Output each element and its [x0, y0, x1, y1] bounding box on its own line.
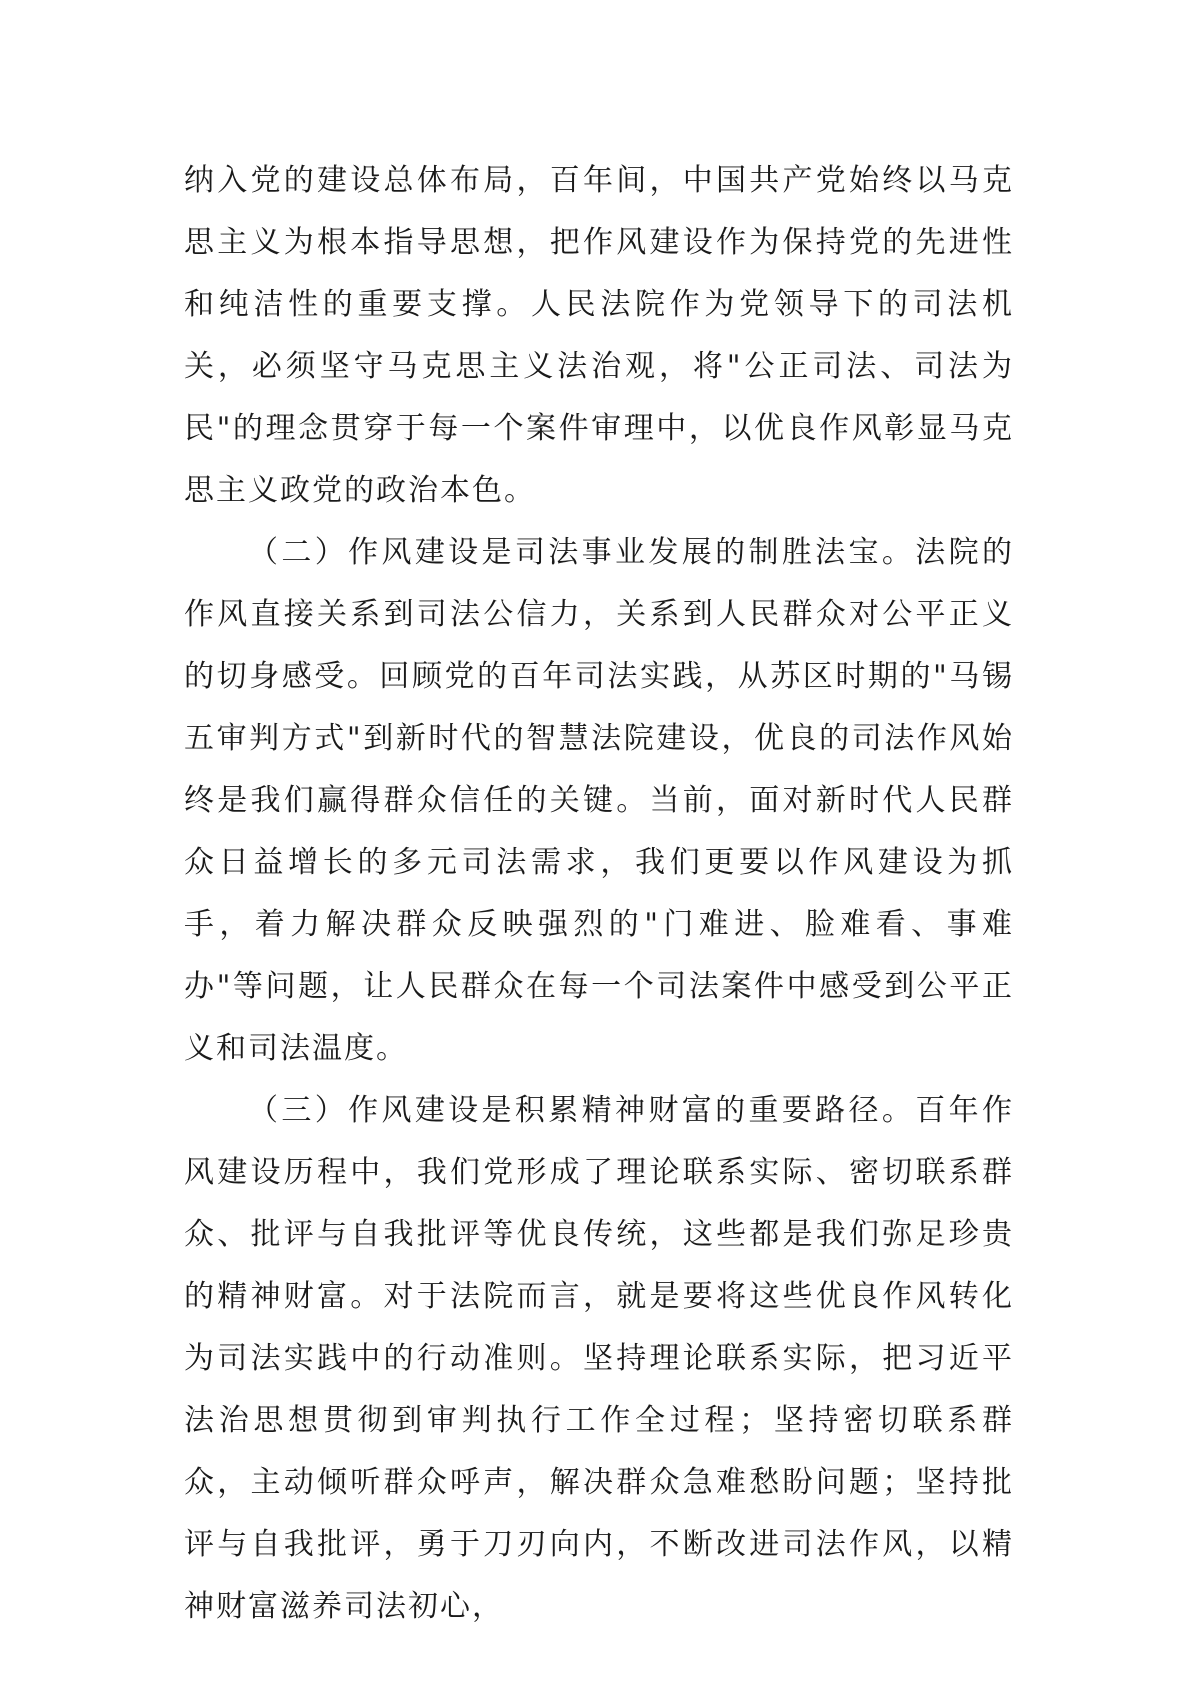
paragraph-section-two: （二）作风建设是司法事业发展的制胜法宝。法院的作风直接关系到司法公信力，关系到人民群众对公平正义的切身感受。回顾党的百年司法实践，从苏区时期的"马锡五审判方式"到新时代的智慧法院建设，优良的司法作风始终是我们赢得群众信任的关键。当前，面对新时代人民群众日益增长的多元司法需求，我们更要以作风建设为抓手，着力解决群众反映强烈的"门难进、脸难看、事难办"等问题，让人民群众在每一个司法案件中感受到公平正义和司法温度。	[184, 535, 1014, 1066]
document-body	[184, 150, 1014, 1638]
paragraph-section-three: （三）作风建设是积累精神财富的重要路径。百年作风建设历程中，我们党形成了理论联系实际、密切联系群众、批评与自我批评等优良传统，这些都是我们弥足珍贵的精神财富。对于法院而言，就是要将这些优良作风转化为司法实践中的行动准则。坚持理论联系实际，把习近平法治思想贯彻到审判执行工作全过程；坚持密切联系群众，主动倾听群众呼声，解决群众急难愁盼问题；坚持批评与自我批评，勇于刀刃向内，不断改进司法作风，以精神财富滋养司法初心，	[184, 1093, 1014, 1624]
paragraph-continuation: 纳入党的建设总体布局，百年间，中国共产党始终以马克思主义为根本指导思想，把作风建设作为保持党的先进性和纯洁性的重要支撑。人民法院作为党领导下的司法机关，必须坚守马克思主义法治观，将"公正司法、司法为民"的理念贯穿于每一个案件审理中，以优良作风彰显马克思主义政党的政治本色。	[184, 163, 1014, 508]
